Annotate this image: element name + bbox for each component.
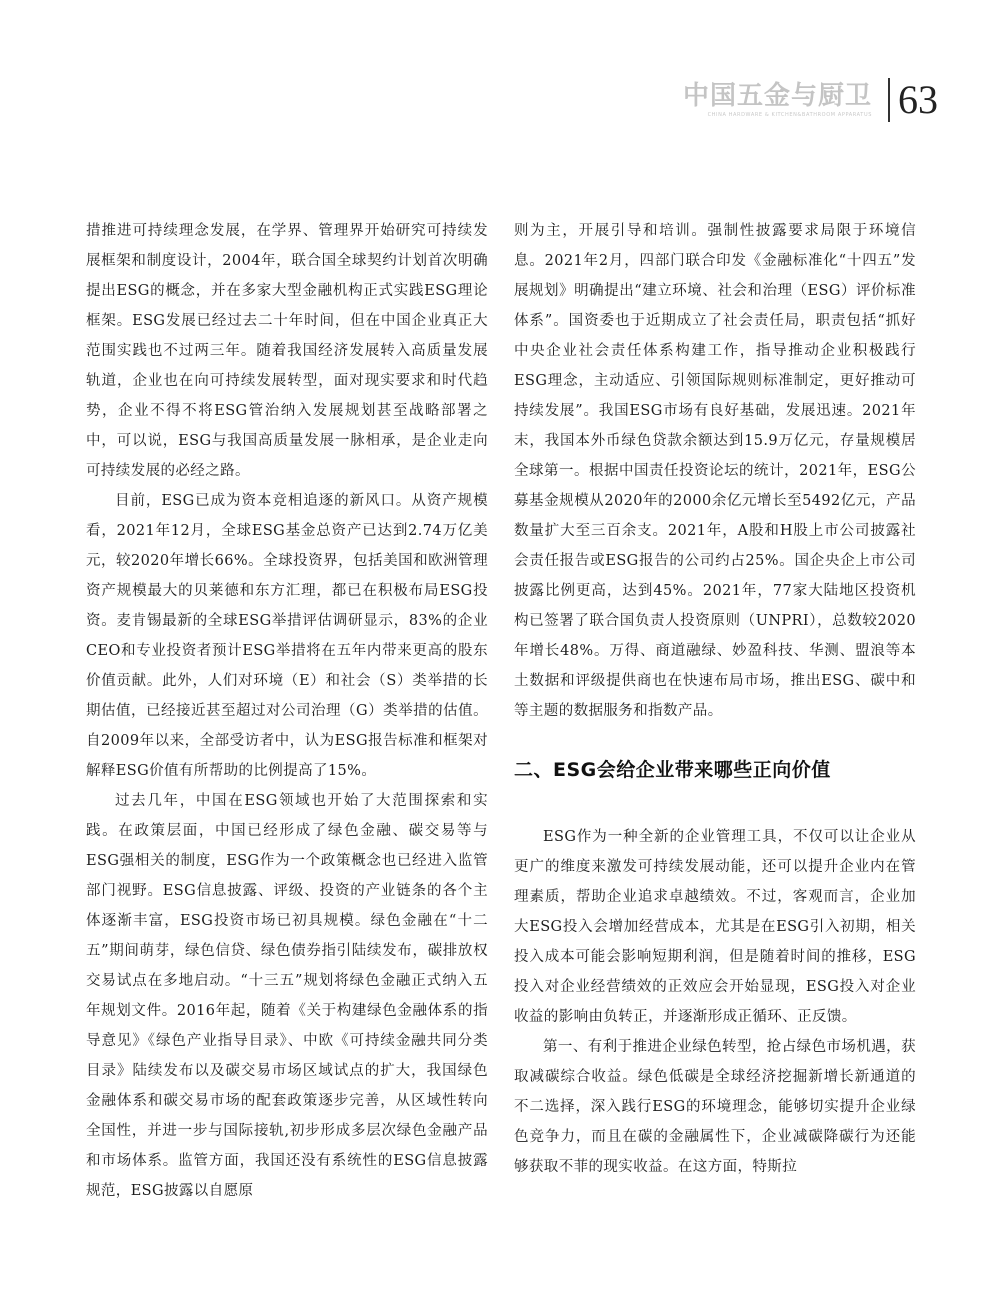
magazine-logo — [683, 81, 872, 119]
paragraph-right-2: ESG作为一种全新的企业管理工具，不仅可以让企业从更广的维度来激发可持续发展动能，还可以提升企业内在管理素质，帮助企业追求卓越绩效。不过，客观而言，企业加大ESG投入会增加经营成本，尤其是在ESG引入初期，相关投入成本可能会影响短期利润，但是随着时间的推移，ESG投入对企业经营绩效的正效应会开始显现，ESG投入对企业收益的影响由负转正，并逐渐形成正循环、正反馈。 — [514, 829, 916, 1025]
paragraph-left-1: 措推进可持续理念发展，在学界、管理界开始研究可持续发展框架和制度设计，2004年，联合国全球契约计划首次明确提出ESG的概念，并在多家大型金融机构正式实践ESG理论框架。ESG发展已经过去二十年时间，但在中国企业真正大范围实践也不过两三年。随着我国经济发展转入高质量发展轨道，企业也在向可持续发展转型，面对现实要求和时代趋势，企业不得不将ESG管治纳入发展规划甚至战略部署之中，可以说，ESG与我国高质量发展一脉相承，是企业走向可持续发展的必经之路。 — [86, 223, 488, 479]
paragraph-left-2: 目前，ESG已成为资本竞相追逐的新风口。从资产规模看，2021年12月，全球ESG基金总资产已达到2.74万亿美元，较2020年增长66%。全球投资界，包括美国和欧洲管理资产规模最大的贝莱德和东方汇理，都已在积极布局ESG投资。麦肯锡最新的全球ESG举措评估调研显示，83%的企业CEO和专业投资者预计ESG举措将在五年内带来更高的股东价值贡献。此外，人们对环境（E）和社会（S）类举措的长期估值，已经接近甚至超过对公司治理（G）类举措的估值。自2009年以来，全部受访者中，认为ESG报告标准和框架对解释ESG价值有所帮助的比例提高了15%。 — [86, 493, 488, 779]
right-column — [514, 216, 916, 1182]
header-divider — [888, 78, 890, 122]
paragraph-left-3: 过去几年，中国在ESG领域也开始了大范围探索和实践。在政策层面，中国已经形成了绿色金融、碳交易等与ESG强相关的制度，ESG作为一个政策概念也已经进入监管部门视野。ESG信息披露、评级、投资的产业链条的各个主体逐渐丰富，ESG投资市场已初具规模。绿色金融在“十二五”期间萌芽，绿色信贷、绿色债券指引陆续发布，碳排放权交易试点在多地启动。“十三五”规划将绿色金融正式纳入五年规划文件。2016年起，随着《关于构建绿色金融体系的指导意见》《绿色产业指导目录》、中欧《可持续金融共同分类目录》陆续发布以及碳交易市场区域试点的扩大，我国绿色金融体系和碳交易市场的配套政策逐步完善，从区域性转向全国性，并进一步与国际接轨,初步形成多层次绿色金融产品和市场体系。监管方面，我国还没有系统性的ESG信息披露规范，ESG披露以自愿原 — [86, 793, 488, 1199]
section-heading: 二、ESG会给企业带来哪些正向价值 — [514, 759, 831, 781]
page-number: 63 — [898, 77, 938, 122]
paragraph-right-1: 则为主，开展引导和培训。强制性披露要求局限于环境信息。2021年2月，四部门联合印发《金融标准化“十四五”发展规划》明确提出“建立环境、社会和治理（ESG）评价标准体系”。国资委也于近期成立了社会责任局，职责包括“抓好中央企业社会责任体系构建工作，指导推动企业积极践行ESG理念，主动适应、引领国际规则标准制定，更好推动可持续发展”。我国ESG市场有良好基础，发展迅速。2021年末，我国本外币绿色贷款余额达到15.9万亿元，存量规模居全球第一。根据中国责任投资论坛的统计，2021年，ESG公募基金规模从2020年的2000余亿元增长至5492亿元，产品数量扩大至三百余支。2021年，A股和H股上市公司披露社会责任报告或ESG报告的公司约占25%。国企央企上市公司披露比例更高，达到45%。2021年，77家大陆地区投资机构已签署了联合国负责人投资原则（UNPRI），总数较2020年增长48%。万得、商道融绿、妙盈科技、华测、盟浪等本土数据和评级提供商也在快速布局市场，推出ESG、碳中和等主题的数据服务和指数产品。 — [514, 223, 916, 719]
logo-subtitle: CHINA HARDWARE & KITCHEN&BATHROOM APPARATUS — [707, 112, 872, 118]
logo-text: 中国五金与厨卫 — [682, 81, 872, 111]
paragraph-right-3: 第一、有利于推进企业绿色转型，抢占绿色市场机遇，获取减碳综合收益。绿色低碳是全球经济挖掘新增长新通道的不二选择，深入践行ESG的环境理念，能够切实提升企业绿色竞争力，而且在碳的金融属性下，企业减碳降碳行为还能够获取不菲的现实收益。在这方面，特斯拉 — [514, 1039, 916, 1175]
masthead — [683, 74, 938, 126]
left-column — [86, 216, 488, 1206]
